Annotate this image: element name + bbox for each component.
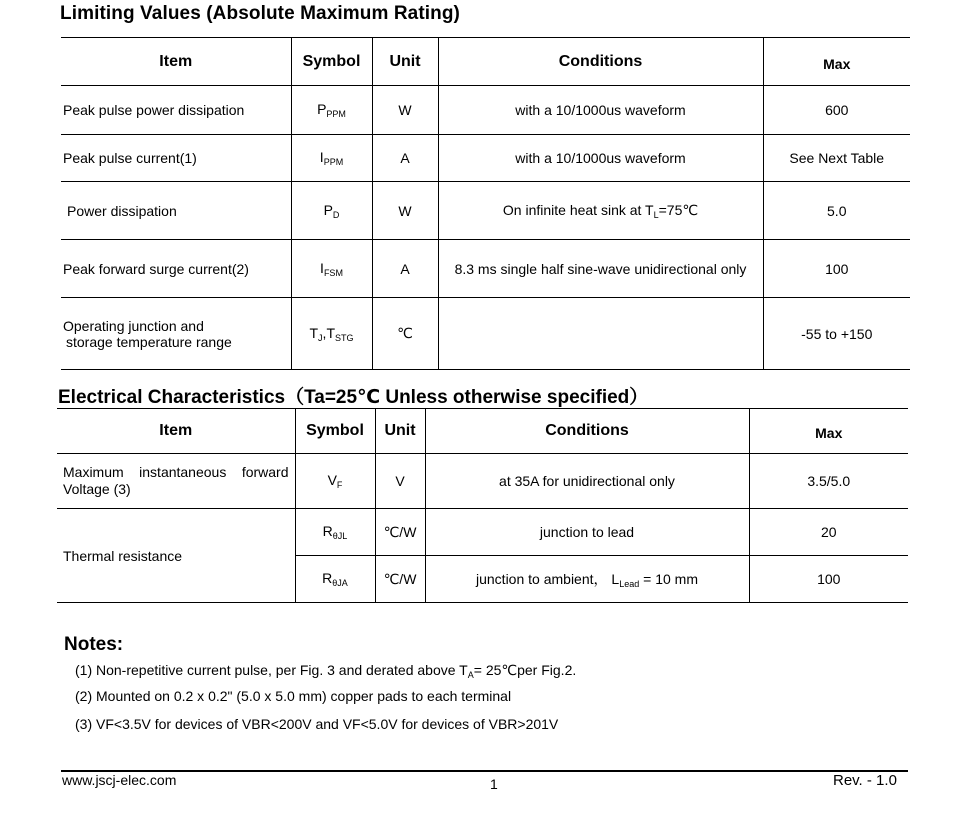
- electrical-characteristics-table: [57, 408, 908, 603]
- unit-cell: A: [372, 135, 438, 182]
- header-unit: Unit: [372, 38, 438, 86]
- max-cell: 3.5/5.0: [749, 454, 908, 509]
- header-item: Item: [61, 38, 291, 86]
- item-cell: Maximum instantaneous forward Voltage (3): [57, 454, 295, 509]
- note-1: (1) Non-repetitive current pulse, per Fig. 3 and derated above $T_A=$ 25℃per Fig.2.: [75, 662, 577, 680]
- header-symbol: Symbol: [295, 409, 375, 454]
- item-cell: [61, 298, 291, 370]
- max-cell: 100: [763, 240, 910, 298]
- symbol-cell: $R_{\theta JA}$: [295, 556, 375, 603]
- item-line-2: storage temperature range: [66, 333, 232, 350]
- symbol-cell: $I_{PPM}$: [291, 135, 372, 182]
- table-header-row: [61, 38, 910, 86]
- conditions-cell: with a 10/1000us waveform: [438, 86, 763, 135]
- table-row: [57, 454, 908, 509]
- table-row: [61, 182, 910, 240]
- limiting-values-table: [61, 37, 910, 370]
- symbol-cell: $I_{FSM}$: [291, 240, 372, 298]
- header-symbol: Symbol: [291, 38, 372, 86]
- header-unit: Unit: [375, 409, 425, 454]
- table-row: [61, 240, 910, 298]
- symbol-cell: $P_{PPM}$: [291, 86, 372, 135]
- unit-cell: A: [372, 240, 438, 298]
- header-conditions: Conditions: [425, 409, 749, 454]
- footer-divider: [61, 770, 908, 772]
- symbol-cell: $P_D$: [291, 182, 372, 240]
- unit-cell: ℃/W: [375, 556, 425, 603]
- max-cell: 100: [749, 556, 908, 603]
- footer-url: www.jscj-elec.com: [62, 772, 177, 788]
- revision-label: Rev. - 1.0: [833, 772, 897, 789]
- max-cell: 5.0: [763, 182, 910, 240]
- note-3: (3) VF<3.5V for devices of VBR<200V and VF<5.0V for devices of VBR>201V: [75, 716, 559, 732]
- symbol-cell: $R_{\theta JL}$: [295, 509, 375, 556]
- table-row: [61, 135, 910, 182]
- unit-cell: W: [372, 182, 438, 240]
- limiting-values-title: Limiting Values (Absolute Maximum Rating): [60, 3, 460, 24]
- notes-section: [64, 634, 123, 658]
- item-line-1: Operating junction and: [63, 317, 204, 334]
- max-cell: 20: [749, 509, 908, 556]
- conditions-cell: junction to ambient， $L_{Lead} = 10$ mm: [425, 556, 749, 603]
- header-item: Item: [57, 409, 295, 454]
- symbol-cell: $T_J,T_{STG}$: [291, 298, 372, 370]
- conditions-cell: 8.3 ms single half sine-wave unidirectional only: [438, 240, 763, 298]
- item-cell: Power dissipation: [61, 182, 291, 240]
- table-row: [61, 298, 910, 370]
- item-cell: Thermal resistance: [57, 509, 295, 603]
- electrical-characteristics-title: Electrical Characteristics（Ta=25℃ Unless otherwise specified）: [58, 387, 649, 408]
- table-row: [61, 86, 910, 135]
- max-cell: -55 to +150: [763, 298, 910, 370]
- header-max: Max: [763, 38, 910, 86]
- unit-cell: ℃: [372, 298, 438, 370]
- item-cell: Peak forward surge current(2): [61, 240, 291, 298]
- unit-cell: V: [375, 454, 425, 509]
- conditions-cell: with a 10/1000us waveform: [438, 135, 763, 182]
- table-header-row: [57, 409, 908, 454]
- conditions-cell: On infinite heat sink at $T_L=75℃$: [438, 182, 763, 240]
- page-number: 1: [490, 776, 498, 792]
- notes-title: Notes:: [64, 634, 124, 655]
- max-cell: 600: [763, 86, 910, 135]
- unit-cell: W: [372, 86, 438, 135]
- item-cell: Peak pulse current(1): [61, 135, 291, 182]
- max-cell: See Next Table: [763, 135, 910, 182]
- conditions-cell: [438, 298, 763, 370]
- conditions-cell: junction to lead: [425, 509, 749, 556]
- conditions-cell: at 35A for unidirectional only: [425, 454, 749, 509]
- symbol-cell: $V_F$: [295, 454, 375, 509]
- note-2: (2) Mounted on 0.2 x 0.2" (5.0 x 5.0 mm) copper pads to each terminal: [75, 688, 512, 704]
- header-conditions: Conditions: [438, 38, 763, 86]
- header-max: Max: [749, 409, 908, 454]
- item-cell: Peak pulse power dissipation: [61, 86, 291, 135]
- table-row: [57, 509, 908, 556]
- unit-cell: ℃/W: [375, 509, 425, 556]
